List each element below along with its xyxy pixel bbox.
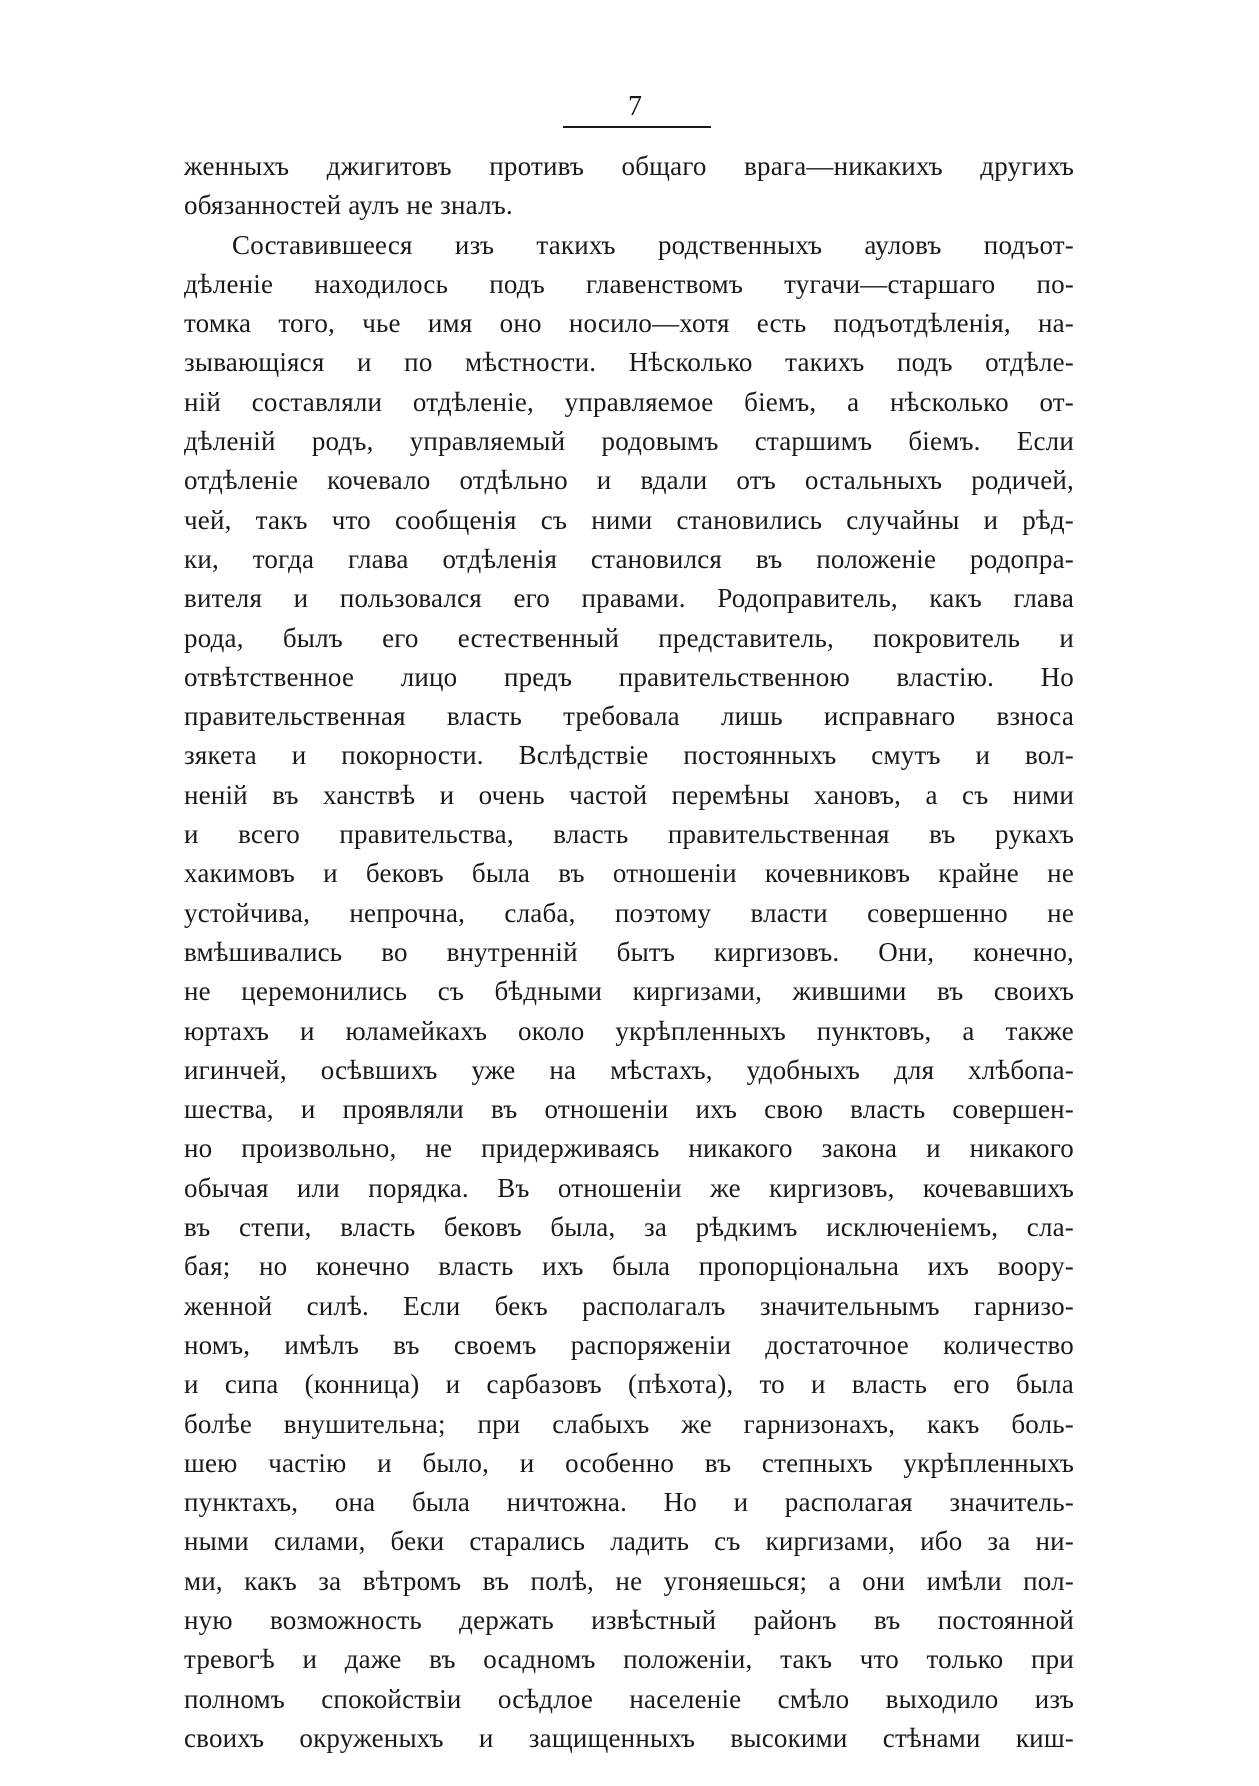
text-line: ній составляли отдѣленіе, управляемое біемъ, а нѣсколько от- bbox=[184, 386, 1074, 417]
text-line: юртахъ и юламейкахъ около укрѣпленныхъ пунктовъ, а также bbox=[184, 1015, 1074, 1046]
text-line: и всего правительства, власть правительственная въ рукахъ bbox=[184, 819, 1074, 850]
text-line: зякета и покорности. Вслѣдствіе постоянныхъ смутъ и вол- bbox=[184, 740, 1074, 771]
text-line: въ степи, власть бековъ была, за рѣдкимъ исключеніемъ, сла- bbox=[184, 1212, 1074, 1243]
text-line: болѣе внушительна; при слабыхъ же гарнизонахъ, какъ боль- bbox=[184, 1408, 1074, 1439]
text-line: вителя и пользовался его правами. Родоправитель, какъ глава bbox=[184, 583, 1074, 614]
text-line: женныхъ джигитовъ противъ общаго врага—никакихъ другихъ bbox=[184, 151, 1074, 181]
text-line: хакимовъ и бековъ была въ отношеніи кочевниковъ крайне не bbox=[184, 858, 1074, 889]
text-line: игинчей, осѣвшихъ уже на мѣстахъ, удобныхъ для хлѣбопа- bbox=[184, 1054, 1074, 1085]
text-line: рода, былъ его естественный представитель, покровитель и bbox=[184, 622, 1074, 653]
text-line: неній въ ханствѣ и очень частой перемѣны хановъ, а съ ними bbox=[184, 779, 1074, 810]
text-line: дѣленіе находилось подъ главенствомъ тугачи—старшаго по- bbox=[184, 268, 1074, 299]
text-line: обязанностей аулъ не зналъ. bbox=[184, 190, 513, 221]
text-line: отвѣтственное лицо предъ правительственною властію. Но bbox=[184, 661, 1074, 692]
text-line: женной силѣ. Если бекъ располагалъ значительнымъ гарнизо- bbox=[184, 1290, 1074, 1321]
text-line: устойчива, непрочна, слаба, поэтому власти совершенно не bbox=[184, 897, 1074, 928]
text-line: обычая или порядка. Въ отношеніи же киргизовъ, кочевавшихъ bbox=[184, 1172, 1074, 1203]
text-line: отдѣленіе кочевало отдѣльно и вдали отъ остальныхъ родичей, bbox=[184, 465, 1074, 496]
text-line: томка того, чье имя оно носило—хотя есть подъотдѣленія, на- bbox=[184, 308, 1074, 339]
text-line: Составившееся изъ такихъ родственныхъ ауловъ подъот- bbox=[232, 229, 1074, 260]
text-line: вмѣшивались во внутренній бытъ киргизовъ. Они, конечно, bbox=[184, 936, 1074, 967]
text-line: номъ, имѣлъ въ своемъ распоряженіи достаточное количество bbox=[184, 1329, 1074, 1360]
text-line: правительственная власть требовала лишь исправнаго взноса bbox=[184, 701, 1074, 732]
text-line: тревогѣ и даже въ осадномъ положеніи, такъ что только при bbox=[184, 1644, 1074, 1675]
text-line: полномъ спокойствіи осѣдлое населеніе смѣло выходило изъ bbox=[184, 1683, 1074, 1714]
text-line: бая; но конечно власть ихъ была пропорціональна ихъ воору- bbox=[184, 1251, 1074, 1282]
text-line: шества, и проявляли въ отношеніи ихъ свою власть совершен- bbox=[184, 1094, 1074, 1125]
text-line: дѣленій родъ, управляемый родовымъ старшимъ біемъ. Если bbox=[184, 426, 1074, 457]
text-line: своихъ окруженыхъ и защищенныхъ высокими стѣнами киш- bbox=[184, 1722, 1074, 1753]
body-text bbox=[184, 147, 1074, 1758]
text-line: пунктахъ, она была ничтожна. Но и располагая значитель- bbox=[184, 1487, 1074, 1518]
text-line: шею частію и было, и особенно въ степныхъ укрѣпленныхъ bbox=[184, 1447, 1074, 1478]
page-number: 7 bbox=[628, 91, 642, 122]
text-line: ными силами, беки старались ладить съ киргизами, ибо за ни- bbox=[184, 1526, 1074, 1557]
text-line: ную возможность держать извѣстный районъ въ постоянной bbox=[184, 1604, 1074, 1635]
text-line: ки, тогда глава отдѣленія становился въ положеніе родопра- bbox=[184, 543, 1074, 574]
header-rule bbox=[563, 126, 711, 128]
text-line: ми, какъ за вѣтромъ въ полѣ, не угоняешься; а они имѣли пол- bbox=[184, 1565, 1074, 1596]
text-line: и сипа (конница) и сарбазовъ (пѣхота), то и власть его была bbox=[184, 1369, 1074, 1400]
text-line: чей, такъ что сообщенія съ ними становились случайны и рѣд- bbox=[184, 504, 1074, 535]
text-line: зывающіяся и по мѣстности. Нѣсколько такихъ подъ отдѣле- bbox=[184, 347, 1074, 378]
text-line: не церемонились съ бѣдными киргизами, жившими въ своихъ bbox=[184, 976, 1074, 1007]
text-line: но произвольно, не придерживаясь никакого закона и никакого bbox=[184, 1133, 1074, 1164]
